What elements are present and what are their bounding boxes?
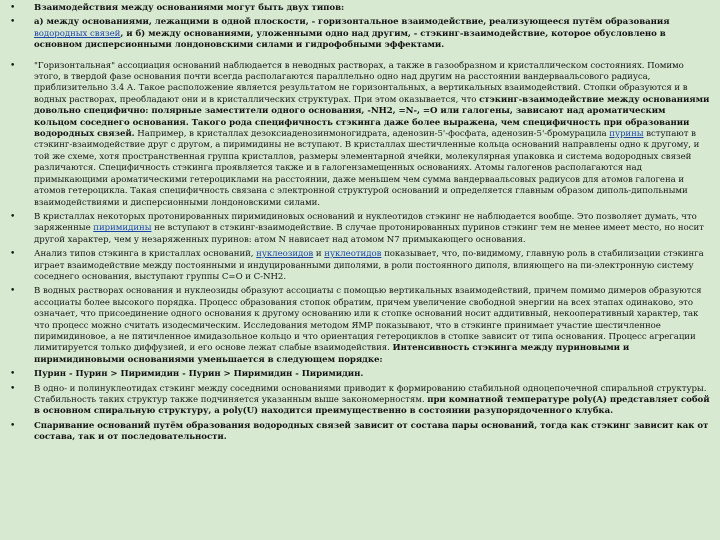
list-item: [8, 3, 710, 14]
body-text: В водных растворах основания и нуклеозиды образуют ассоциаты с помощью вертикальных взаимодействий, причем помимо димеров образуются ассоциаты более высокого порядка. Процесс образования стопок обратим, причем увеличение свободной энергии на всех этапах одинаково, это означает, что присоединение одного основания к другому основанию или к стопке оснований носит аддитивный, некооперативный характер, так что процесс можно считать изодесмическим. Исследования методом ЯМР показывают, что в стэкинге принимает участие шестичленное пиримидиновое, а не пятичленное имидазольное кольцо и что ориентация гетероциклов в стопке зависит от типа основания. Процесс агрегации лимитируется только диффузией, и его основе лежат слабые взаимодействия.: [34, 286, 702, 354]
list-item: [8, 212, 710, 246]
bold-text: стэкинг-взаимодействие между основаниями довольно специфично: полярные заместители одного основания, -NH2, =N-, =O или галогены, зависают над ароматическим кольцом соседнего основания. Такого рода специфичность стэкинга даже более выражена, чем специфичность при образовании водородных связей.: [34, 94, 710, 140]
paragraph-text: [34, 286, 710, 366]
term-link[interactable]: нуклеозидов: [256, 249, 314, 260]
body-text: не вступают в стэкинг-взаимодействие. В случае протонированных пуринов стэкинг тем не менее имеет место, но носит другой характер, чем у незаряженных пуринов: атом N нависает над атомом N7 примыкающего основания.: [34, 223, 704, 245]
list-item: [8, 286, 710, 366]
bold-text: при комнатной температуре poly(A) представляет собой в основном спиральную структуру, а poly(U) находится преимущественно в состоянии разупорядоченного клубка.: [34, 395, 710, 417]
body-text: Например, в кристаллах дезоксиаденозинмоногидрата, аденозин-5'-фосфата, аденозин-5'-бромурацила: [134, 129, 610, 140]
list-item: [8, 17, 710, 51]
paragraph-text: [34, 3, 710, 14]
list-item: [8, 421, 710, 444]
bullet-marker: •: [10, 420, 16, 431]
bold-text: Спаривание оснований путём образования водородных связей зависит от состава пары оснований, тогда как стэкинг зависит как от состава, так и от последовательности.: [34, 420, 709, 443]
body-text: В одно- и полинуклеотидах стэкинг между соседними основаниями приводит к формированию стабильной одноцепочечной спиральной структуры. Стабильность таких структур также подчиняется указанным выше закономерностям.: [34, 383, 707, 405]
bold-text: Пурин - Пурин > Пиримидин - Пурин > Пиримидин - Пиримидин.: [34, 369, 364, 380]
term-link[interactable]: пурины: [609, 129, 644, 140]
body-text: показывает, что, по-видимому, главную роль в стабилизации стэкинга играет взаимодействие между постоянными и индуцированными диполями, в роли постоянного диполя, влияющего на пи-электронную систему соседнего основания, выступают группы C=O и C-NH2.: [34, 249, 704, 282]
body-text: Анализ типов стэкинга в кристаллах оснований,: [34, 249, 257, 260]
list-item: [8, 249, 710, 283]
term-link[interactable]: водородных связей: [34, 28, 121, 39]
term-link[interactable]: нуклеотидов: [324, 249, 382, 260]
paragraph-text: [34, 249, 710, 283]
bullet-marker: •: [10, 286, 16, 297]
bullet-marker: •: [10, 383, 16, 394]
bullet-marker: •: [10, 60, 16, 71]
bullet-marker: •: [10, 17, 16, 28]
term-link[interactable]: пиримидины: [93, 223, 152, 234]
body-text: В кристаллах некоторых протонированных пиримидиновых оснований и нуклеотидов стэкинг не наблюдается вообще. Это позволяет думать, что заряженные: [34, 211, 697, 234]
paragraph-text: [34, 421, 710, 444]
paragraph-text: [34, 61, 710, 209]
body-text: и: [313, 249, 325, 260]
bold-text: а) между основаниями, лежащими в одной плоскости, - горизонтальное взаимодействие, реализующееся путём образования: [34, 17, 670, 28]
bullet-list: [8, 3, 710, 444]
paragraph-text: [34, 17, 710, 51]
paragraph-text: [34, 212, 710, 246]
body-text: "Горизонтальная" ассоциация оснований наблюдается в неводных растворах, а также в газообразном и кристаллическом состояниях. Помимо этого, в твердой фазе основания почти всегда располагаются параллельно одно над другим на расстоянии вандерваальсового радиуса, приблизительно 3.4 А. Такое расположение является результатом не горизонтальных, а вертикальных взаимодействий. Стопки образуются и в водных растворах, преобладают они и в кристаллических структурах. При этом оказывается, что: [34, 60, 688, 105]
paragraph-text: [34, 384, 710, 418]
bullet-marker: •: [10, 249, 16, 260]
paragraph-text: [34, 369, 710, 380]
list-item: [8, 384, 710, 418]
bullet-marker: •: [10, 211, 16, 222]
bold-text: Интенсивность стэкинга между пуриновыми и пиримидиновыми основаниями уменьшается в следующем порядке:: [34, 343, 630, 365]
body-text: вступают в стэкинг-взаимодействие друг с другом, а пиримидины не вступают. В кристаллах шестичленные кольца оснований направлены одно к другому, и той же схеме, хотя пространственная группа кристаллов, размеры элементарной ячейки, молекулярная упаковка и система водородных связей различаются. Специфичность стэкинга проявляется также и в галогензамещенных основаниях. Атомы галогенов располагаются над примыкающими ароматическими гетероциклами на расстоянии, даже меньшем чем сумма вандерваальсовых радиусов для атомов галогена и атомов гетероцикла. Такая специфичность связана с электронной структурой оснований и определяется главным образом диполь-дипольными взаимодействиями и дисперсионными лондоновскими силами.: [34, 129, 700, 208]
bullet-marker: •: [10, 3, 16, 13]
bold-text: Взаимодействия между основаниями могут быть двух типов:: [34, 3, 345, 13]
list-item: [8, 61, 710, 209]
bold-text: , и б) между основаниями, уложенными одно над другим, - стэкинг-взаимодействие, которое обусловлено в основном дисперсионными лондоновскими силами и гидрофобными эффектами.: [34, 28, 666, 51]
bullet-marker: •: [10, 369, 16, 380]
list-item: [8, 369, 710, 380]
